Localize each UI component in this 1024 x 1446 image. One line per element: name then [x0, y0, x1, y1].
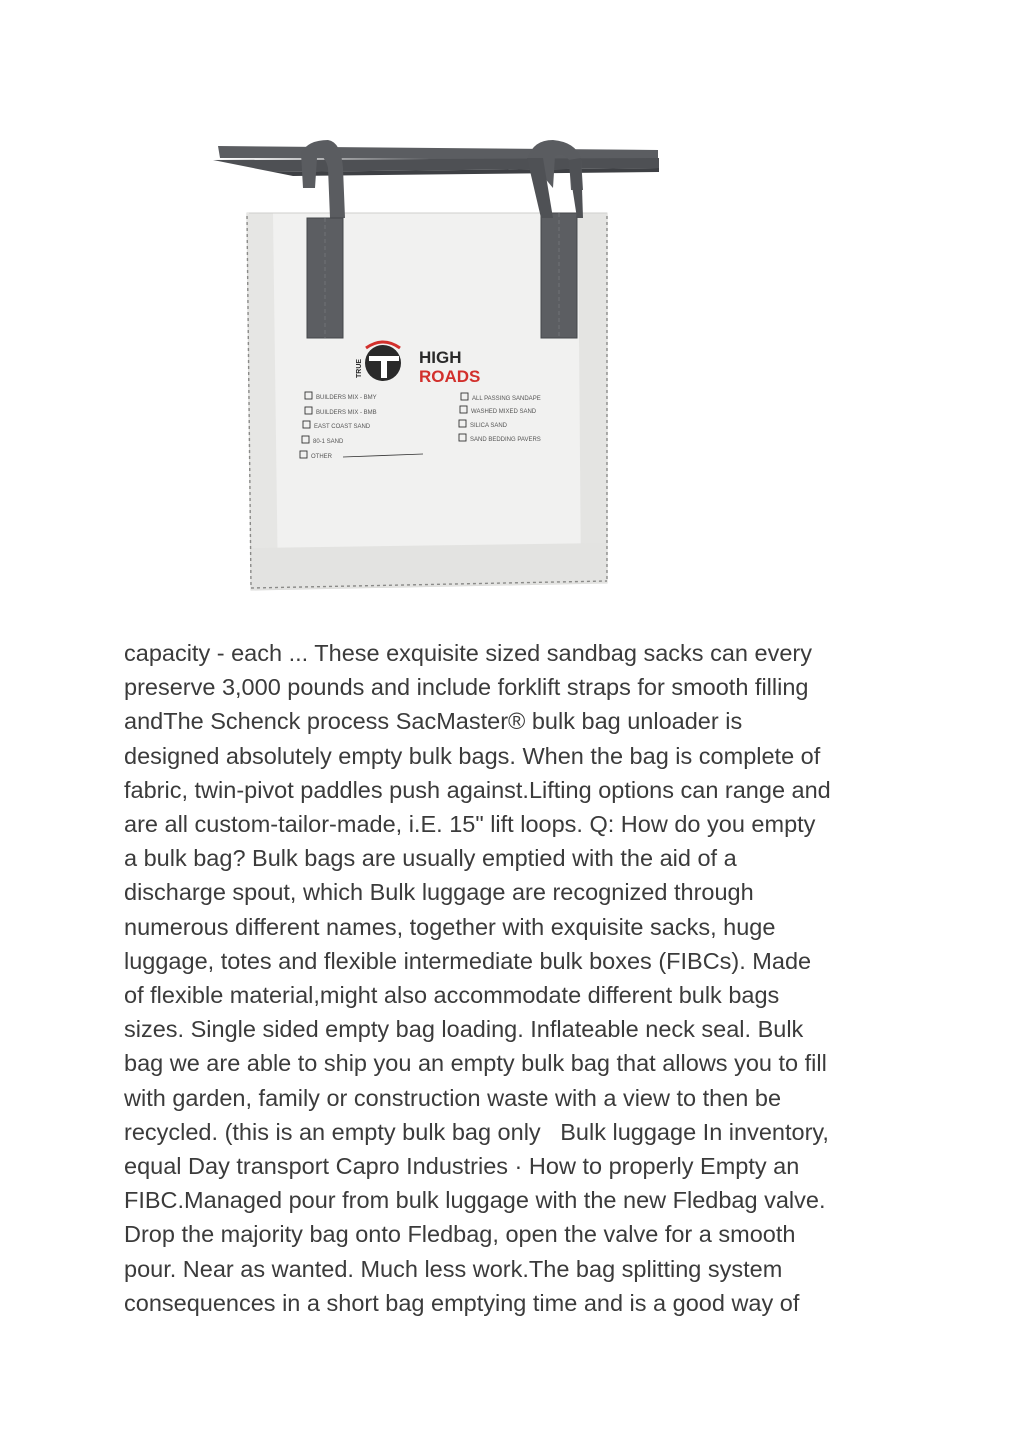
checklist-item: WASHED MIXED SAND — [471, 409, 537, 415]
paragraph-line: fabric, twin-pivot paddles push against.Lifting options can range and — [124, 776, 831, 803]
paragraph-line: luggage, totes and flexible intermediate bulk boxes (FIBCs). Made — [124, 947, 812, 974]
checklist-item: BUILDERS MIX - BMY — [316, 395, 377, 401]
paragraph-line: Drop the majority bag onto Fledbag, open the valve for a smooth — [124, 1221, 796, 1248]
paragraph-line: of flexible material,might also accommodate different bulk bags — [124, 982, 780, 1009]
paragraph-line: are all custom-tailor-made, i.E. 15" lift loops. Q: How do you empty — [124, 811, 816, 838]
bulk-bag-illustration — [123, 128, 746, 596]
paragraph-line: a bulk bag? Bulk bags are usually emptied with the aid of a — [124, 845, 737, 872]
paragraph-line: sizes. Single sided empty bag loading. Inflateable neck seal. Bulk — [124, 1016, 804, 1043]
paragraph-line: recycled. (this is an empty bulk bag only Bulk luggage In inventory, — [124, 1118, 829, 1145]
paragraph-line: FIBC.Managed pour from bulk luggage with the new Fledbag valve. — [124, 1187, 826, 1214]
logo-line-high: HIGH — [419, 348, 462, 367]
paragraph-line: designed absolutely empty bulk bags. When the bag is complete of — [124, 742, 821, 769]
checklist-item: 80-1 SAND — [313, 439, 344, 445]
paragraph-line: with garden, family or construction waste with a view to then be — [124, 1084, 782, 1111]
paragraph-line: bag we are able to ship you an empty bulk bag that allows you to fill — [124, 1050, 827, 1077]
logo-side-mark: TRUE — [356, 358, 363, 378]
paragraph-line: andThe Schenck process SacMaster® bulk bag unloader is — [124, 708, 743, 735]
paragraph-line: capacity - each ... These exquisite sized sandbag sacks can every — [124, 640, 812, 666]
paragraph-line: numerous different names, together with exquisite sacks, huge — [124, 913, 776, 940]
checklist-item: EAST COAST SAND — [314, 424, 371, 430]
checklist-item: ALL PASSING SANDAPE — [472, 396, 541, 402]
checklist-item: OTHER — [311, 454, 332, 460]
paragraph-line: pour. Near as wanted. Much less work.The bag splitting system — [124, 1255, 783, 1282]
paragraph-line: equal Day transport Capro Industries · How to properly Empty an — [124, 1153, 800, 1180]
checklist-item: BUILDERS MIX - BMB — [316, 410, 377, 416]
bulk-bag-photo — [123, 128, 746, 596]
paragraph-line: discharge spout, which Bulk luggage are recognized through — [124, 879, 754, 906]
checklist-item: SAND BEDDING PAVERS — [470, 437, 541, 443]
article-paragraph — [124, 636, 914, 1320]
forklift-tines — [213, 146, 659, 176]
paragraph-line: consequences in a short bag emptying time and is a good way of — [124, 1289, 800, 1316]
checklist-item: SILICA SAND — [470, 423, 508, 429]
logo-line-roads: ROADS — [419, 367, 481, 386]
paragraph-line: preserve 3,000 pounds and include forklift straps for smooth filling — [124, 674, 809, 701]
